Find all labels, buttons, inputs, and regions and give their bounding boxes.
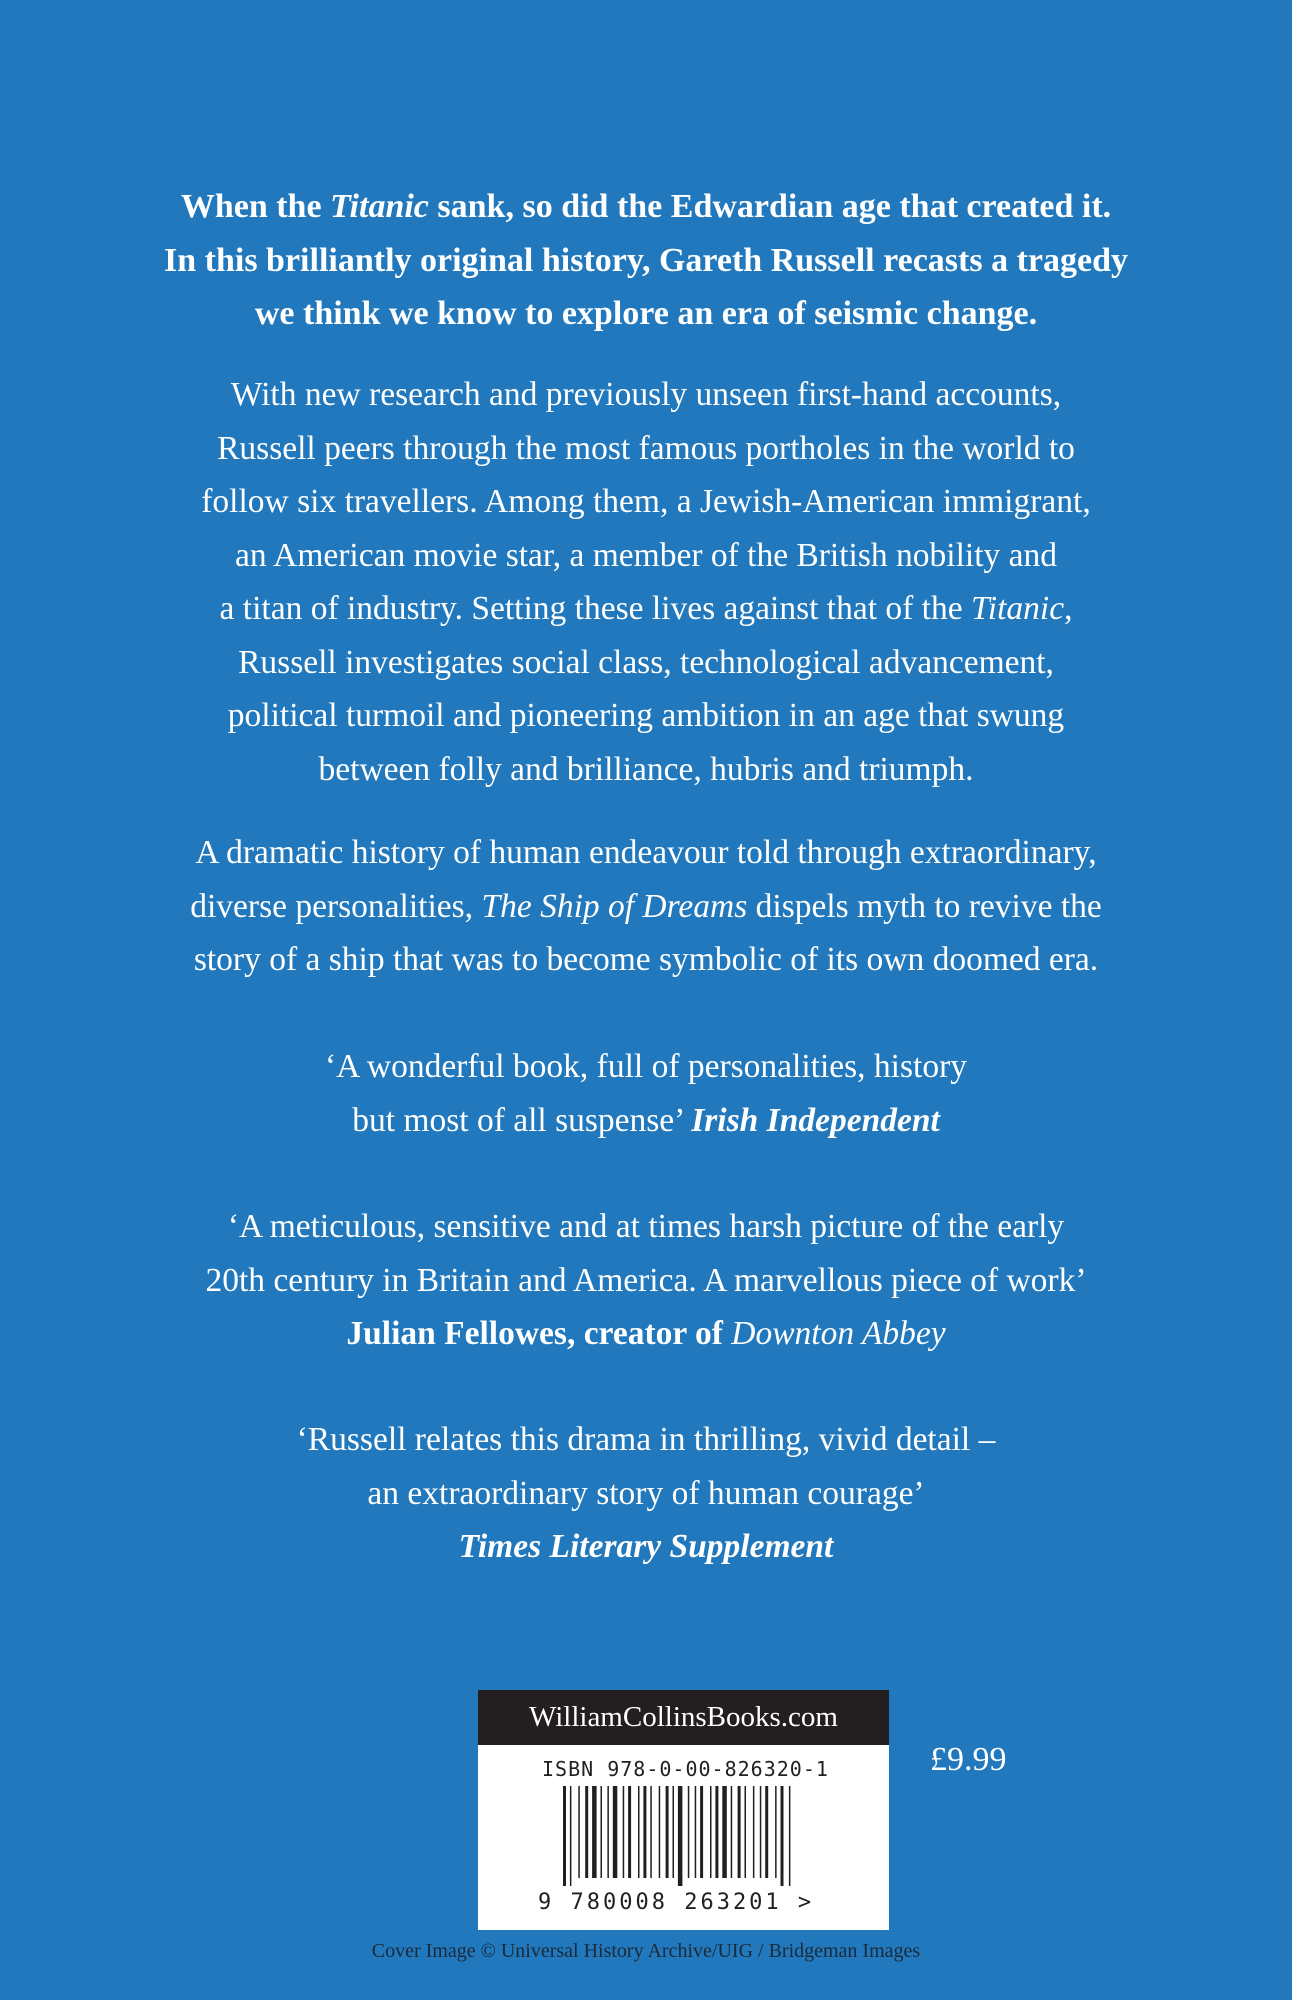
barcode-bar <box>638 1786 640 1878</box>
quote1-line-2: but most of all suspense’ Irish Independent <box>352 1101 940 1139</box>
barcode-bar <box>623 1786 625 1878</box>
barcode-bar <box>613 1786 618 1878</box>
quote2-line-2: 20th century in Britain and America. A marvellous piece of work’ <box>205 1261 1087 1299</box>
lead-line-1: When the Titanic sank, so did the Edwardian age that created it. <box>180 188 1112 225</box>
barcode-bar <box>760 1786 762 1878</box>
body1-line-3: follow six travellers. Among them, a Jewish-American immigrant, <box>201 483 1091 520</box>
barcode-bar <box>650 1786 652 1878</box>
barcode-bar <box>731 1786 733 1878</box>
barcode-bar <box>601 1786 603 1878</box>
barcode-bar <box>659 1786 661 1878</box>
review-quote-1 <box>0 1040 1292 1147</box>
body1-line-2: Russell peers through the most famous portholes in the world to <box>217 429 1075 467</box>
barcode-bar <box>585 1786 588 1878</box>
barcode-bar <box>753 1786 755 1878</box>
body1-line-8: between folly and brilliance, hubris and triumph. <box>318 750 974 788</box>
price: £9.99 <box>930 1741 1007 1778</box>
quote2-source: Julian Fellowes, creator of Downton Abbey <box>346 1315 946 1352</box>
lead-line-2: In this brilliantly original history, Gareth Russell recasts a tragedy <box>164 241 1128 279</box>
quote1-line-1: ‘A wonderful book, full of personalities, history <box>325 1048 967 1085</box>
barcode-bar <box>775 1786 777 1878</box>
barcode-bars <box>563 1786 813 1886</box>
barcode-bar <box>738 1786 741 1878</box>
barcode-bar <box>789 1786 791 1886</box>
body1-line-4: an American movie star, a member of the British nobility and <box>235 536 1057 574</box>
barcode-bar <box>607 1786 609 1878</box>
barcode-bar <box>578 1786 580 1878</box>
barcode-bar <box>592 1786 597 1878</box>
barcode-bar <box>643 1786 646 1878</box>
barcode-box <box>478 1690 889 1930</box>
barcode-bar <box>745 1786 747 1878</box>
publisher-website[interactable]: WilliamCollinsBooks.com <box>478 1690 889 1745</box>
barcode-bar <box>628 1786 631 1878</box>
body1-line-7: political turmoil and pioneering ambition in an age that swung <box>227 697 1065 734</box>
body2-line-3: story of a ship that was to become symbolic of its own doomed era. <box>193 941 1099 978</box>
body1-line-6: Russell investigates social class, technological advancement, <box>238 643 1054 681</box>
quote3-line-1: ‘Russell relates this drama in thrilling, vivid detail – <box>296 1421 996 1458</box>
barcode-digits: 9 780008 263201 > <box>538 1890 815 1915</box>
barcode-bar <box>688 1786 690 1878</box>
body1-line-5: a titan of industry. Setting these lives against that of the Titanic, <box>219 590 1073 627</box>
barcode-bar <box>722 1786 727 1878</box>
barcode-bar <box>781 1786 784 1886</box>
barcode-bar <box>710 1786 712 1878</box>
barcode-bar <box>570 1786 572 1886</box>
cover-image-credit: Cover Image © Universal History Archive/UIG / Bridgeman Images <box>371 1940 921 1962</box>
barcode-bar <box>695 1786 697 1878</box>
barcode-bar <box>673 1786 675 1878</box>
quote3-line-2: an extraordinary story of human courage’ <box>367 1474 925 1512</box>
barcode-bar <box>666 1786 669 1878</box>
body2-line-2: diverse personalities, The Ship of Dreams dispels myth to revive the <box>190 887 1102 925</box>
barcode-bar <box>715 1786 718 1878</box>
body-paragraph-2 <box>0 826 1292 987</box>
barcode-bar <box>765 1786 768 1878</box>
review-quote-2 <box>0 1200 1292 1361</box>
lead-line-3: we think we know to explore an era of seismic change. <box>254 295 1038 332</box>
quote2-line-1: ‘A meticulous, sensitive and at times harsh picture of the early <box>227 1208 1065 1245</box>
body-paragraph-1 <box>0 368 1292 796</box>
isbn-label: ISBN 978-0-00-826320-1 <box>542 1757 829 1781</box>
quote1-source: Irish Independent <box>691 1101 940 1139</box>
barcode-bar <box>700 1786 703 1878</box>
body1-line-1: With new research and previously unseen first-hand accounts, <box>230 376 1062 413</box>
quote3-source: Times Literary Supplement <box>458 1528 834 1565</box>
barcode-bar <box>563 1786 566 1886</box>
barcode-bar <box>678 1786 683 1886</box>
lead-paragraph <box>0 180 1292 341</box>
body2-line-1: A dramatic history of human endeavour told through extraordinary, <box>195 834 1097 871</box>
review-quote-3 <box>0 1413 1292 1574</box>
